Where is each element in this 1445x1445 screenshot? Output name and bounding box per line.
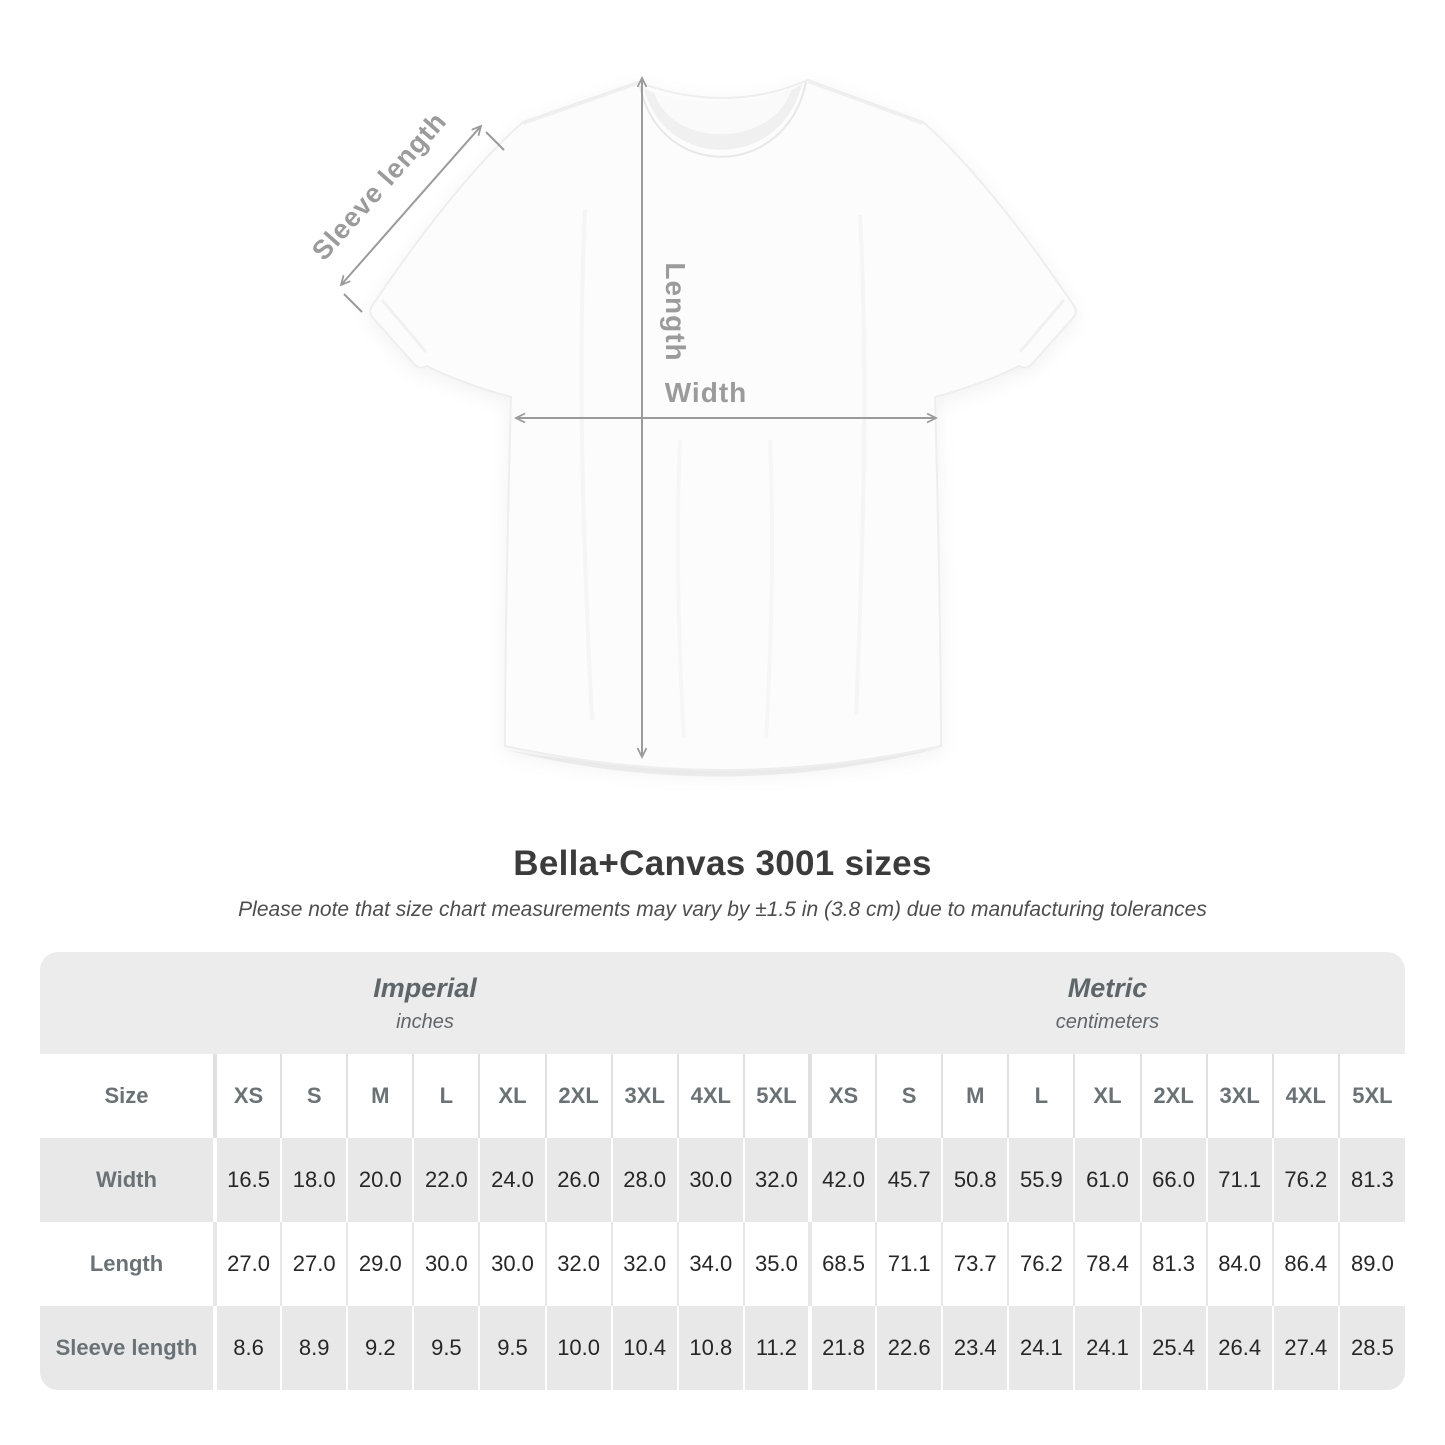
measurement-value-cell: 9.5 <box>413 1306 479 1390</box>
size-col-header: 5XL <box>1339 1054 1405 1138</box>
page-title: Bella+Canvas 3001 sizes <box>513 844 932 883</box>
measurement-value-cell: 27.4 <box>1273 1306 1339 1390</box>
measurement-value-cell: 32.0 <box>546 1222 612 1306</box>
measurement-row <box>40 1222 1405 1306</box>
measurement-value-cell: 27.0 <box>281 1222 347 1306</box>
measurement-value-cell: 9.2 <box>347 1306 413 1390</box>
measurement-value-cell: 26.0 <box>546 1138 612 1222</box>
measurement-value-cell: 73.7 <box>942 1222 1008 1306</box>
size-col-header: S <box>876 1054 942 1138</box>
size-col-header: 2XL <box>546 1054 612 1138</box>
measurement-row-label: Length <box>40 1222 215 1306</box>
measurement-value-cell: 68.5 <box>810 1222 876 1306</box>
size-col-header: XL <box>479 1054 545 1138</box>
metric-group-name: Metric <box>1067 972 1148 1003</box>
measurement-value-cell: 28.5 <box>1339 1306 1405 1390</box>
measurement-value-cell: 71.1 <box>876 1222 942 1306</box>
measurement-value-cell: 61.0 <box>1074 1138 1140 1222</box>
imperial-group-name: Imperial <box>373 972 477 1003</box>
measurement-value-cell: 86.4 <box>1273 1222 1339 1306</box>
size-col-header: S <box>281 1054 347 1138</box>
measurement-value-cell: 81.3 <box>1339 1138 1405 1222</box>
page-subtitle: Please note that size chart measurements may vary by ±1.5 in (3.8 cm) due to manufacturing tolerances <box>238 898 1207 921</box>
measurement-value-cell: 34.0 <box>678 1222 744 1306</box>
measurement-value-cell: 25.4 <box>1141 1306 1207 1390</box>
measurement-value-cell: 66.0 <box>1141 1138 1207 1222</box>
measurement-value-cell: 29.0 <box>347 1222 413 1306</box>
size-col-header: 4XL <box>1273 1054 1339 1138</box>
measurement-value-cell: 18.0 <box>281 1138 347 1222</box>
measurement-value-cell: 27.0 <box>215 1222 281 1306</box>
measurement-value-cell: 84.0 <box>1207 1222 1273 1306</box>
measurement-value-cell: 24.1 <box>1074 1306 1140 1390</box>
measurement-value-cell: 10.0 <box>546 1306 612 1390</box>
measurement-value-cell: 23.4 <box>942 1306 1008 1390</box>
measurement-value-cell: 50.8 <box>942 1138 1008 1222</box>
measurement-value-cell: 81.3 <box>1141 1222 1207 1306</box>
measurement-value-cell: 35.0 <box>744 1222 810 1306</box>
unit-group-header-row <box>40 952 1405 1054</box>
measurement-value-cell: 45.7 <box>876 1138 942 1222</box>
measurement-value-cell: 89.0 <box>1339 1222 1405 1306</box>
measurement-value-cell: 26.4 <box>1207 1306 1273 1390</box>
measurement-value-cell: 9.5 <box>479 1306 545 1390</box>
size-table-body <box>40 1138 1405 1390</box>
size-col-header: M <box>347 1054 413 1138</box>
size-table-container <box>40 952 1405 1390</box>
measurement-value-cell: 55.9 <box>1008 1138 1074 1222</box>
size-col-header: M <box>942 1054 1008 1138</box>
measurement-value-cell: 21.8 <box>810 1306 876 1390</box>
metric-group-unit: centimeters <box>1055 1010 1160 1033</box>
measurement-row <box>40 1306 1405 1390</box>
measurement-value-cell: 30.0 <box>678 1138 744 1222</box>
size-col-header: L <box>413 1054 479 1138</box>
size-row-label: Size <box>40 1054 215 1138</box>
size-col-header: 3XL <box>1207 1054 1273 1138</box>
measurement-value-cell: 78.4 <box>1074 1222 1140 1306</box>
measurement-value-cell: 32.0 <box>612 1222 678 1306</box>
imperial-group-header <box>40 952 810 1054</box>
measurement-value-cell: 42.0 <box>810 1138 876 1222</box>
measurement-value-cell: 30.0 <box>479 1222 545 1306</box>
measurement-value-cell: 71.1 <box>1207 1138 1273 1222</box>
size-col-header: XS <box>215 1054 281 1138</box>
sleeve-length-label: Sleeve length <box>306 106 453 267</box>
measurement-value-cell: 22.6 <box>876 1306 942 1390</box>
width-label: Width <box>664 377 748 408</box>
size-col-header: XL <box>1074 1054 1140 1138</box>
size-col-header: 2XL <box>1141 1054 1207 1138</box>
size-col-header: L <box>1008 1054 1074 1138</box>
measurement-value-cell: 20.0 <box>347 1138 413 1222</box>
tshirt <box>370 80 1076 770</box>
measurement-row <box>40 1138 1405 1222</box>
measurement-value-cell: 8.6 <box>215 1306 281 1390</box>
measurement-value-cell: 22.0 <box>413 1138 479 1222</box>
measurement-value-cell: 76.2 <box>1008 1222 1074 1306</box>
size-header-row <box>40 1054 1405 1138</box>
size-col-header: 4XL <box>678 1054 744 1138</box>
imperial-group-unit: inches <box>396 1010 454 1033</box>
size-col-header: 3XL <box>612 1054 678 1138</box>
measurement-value-cell: 11.2 <box>744 1306 810 1390</box>
measurement-value-cell: 10.8 <box>678 1306 744 1390</box>
metric-group-header <box>810 952 1405 1054</box>
measurement-value-cell: 76.2 <box>1273 1138 1339 1222</box>
measurement-row-label: Width <box>40 1138 215 1222</box>
measurement-row-label: Sleeve length <box>40 1306 215 1390</box>
measurement-value-cell: 16.5 <box>215 1138 281 1222</box>
measurement-value-cell: 8.9 <box>281 1306 347 1390</box>
measurement-value-cell: 28.0 <box>612 1138 678 1222</box>
measurement-value-cell: 10.4 <box>612 1306 678 1390</box>
size-col-header: 5XL <box>744 1054 810 1138</box>
size-table <box>40 952 1405 1390</box>
length-label: Length <box>660 262 691 362</box>
size-col-header: XS <box>810 1054 876 1138</box>
measurement-value-cell: 24.0 <box>479 1138 545 1222</box>
measurement-value-cell: 24.1 <box>1008 1306 1074 1390</box>
measurement-value-cell: 32.0 <box>744 1138 810 1222</box>
measurement-value-cell: 30.0 <box>413 1222 479 1306</box>
